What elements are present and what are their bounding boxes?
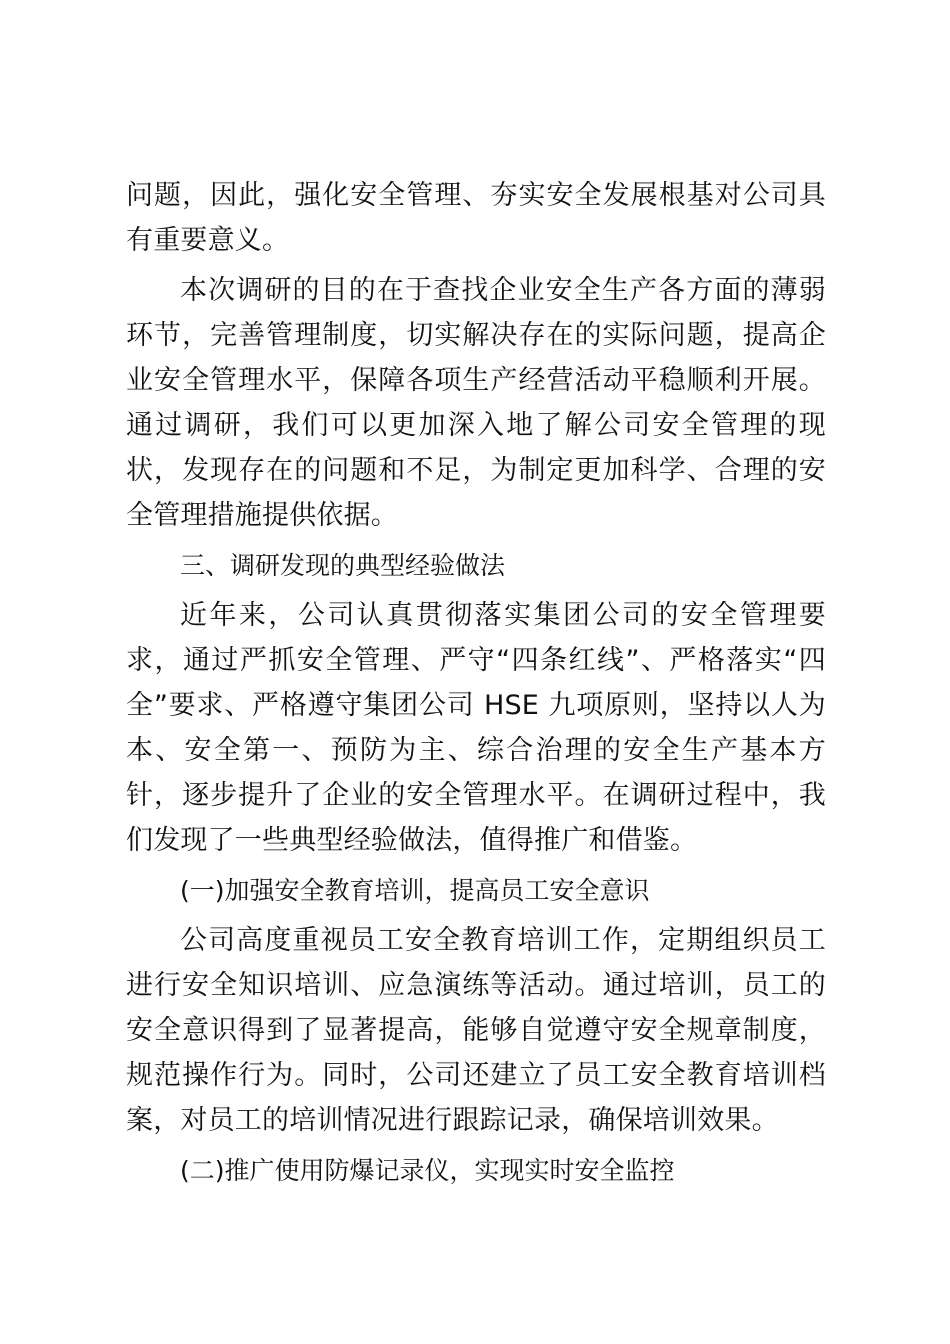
subsection-heading-2: (二)推广使用防爆记录仪，实现实时安全监控 xyxy=(180,1156,675,1185)
section-heading-3: 三、调研发现的典型经验做法 xyxy=(180,551,506,580)
paragraph-research-purpose: 本次调研的目的在于查找企业安全生产各方面的薄弱环节，完善管理制度，切实解决存在的实际问题，提高企业安全管理水平，保障各项生产经营活动平稳顺利开展。通过调研，我们可以更加深入地了解公司安全管理的现状，发现存在的问题和不足，为制定更加科学、合理的安全管理措施提供依据。 xyxy=(126,275,826,531)
paragraph-recent-years: 近年来，公司认真贯彻落实集团公司的安全管理要求，通过严抓安全管理、严守“四条红线”、严格落实“四全”要求、严格遵守集团公司 HSE 九项原则，坚持以人为本、安全第一、预防为主、综合治理的安全生产基本方针，逐步提升了企业的安全管理水平。在调研过程中，我们发现了一些典型经验做法，值得推广和借鉴。 xyxy=(126,600,826,856)
paragraph-intro-continuation: 问题，因此，强化安全管理、夯实安全发展根基对公司具有重要意义。 xyxy=(126,180,826,256)
document-body xyxy=(126,173,826,1193)
paragraph-training: 公司高度重视员工安全教育培训工作，定期组织员工进行安全知识培训、应急演练等活动。通过培训，员工的安全意识得到了显著提高，能够自觉遵守安全规章制度，规范操作行为。同时，公司还建立了员工安全教育培训档案，对员工的培训情况进行跟踪记录，确保培训效果。 xyxy=(126,925,826,1136)
subsection-heading-1: (一)加强安全教育培训，提高员工安全意识 xyxy=(180,876,650,905)
